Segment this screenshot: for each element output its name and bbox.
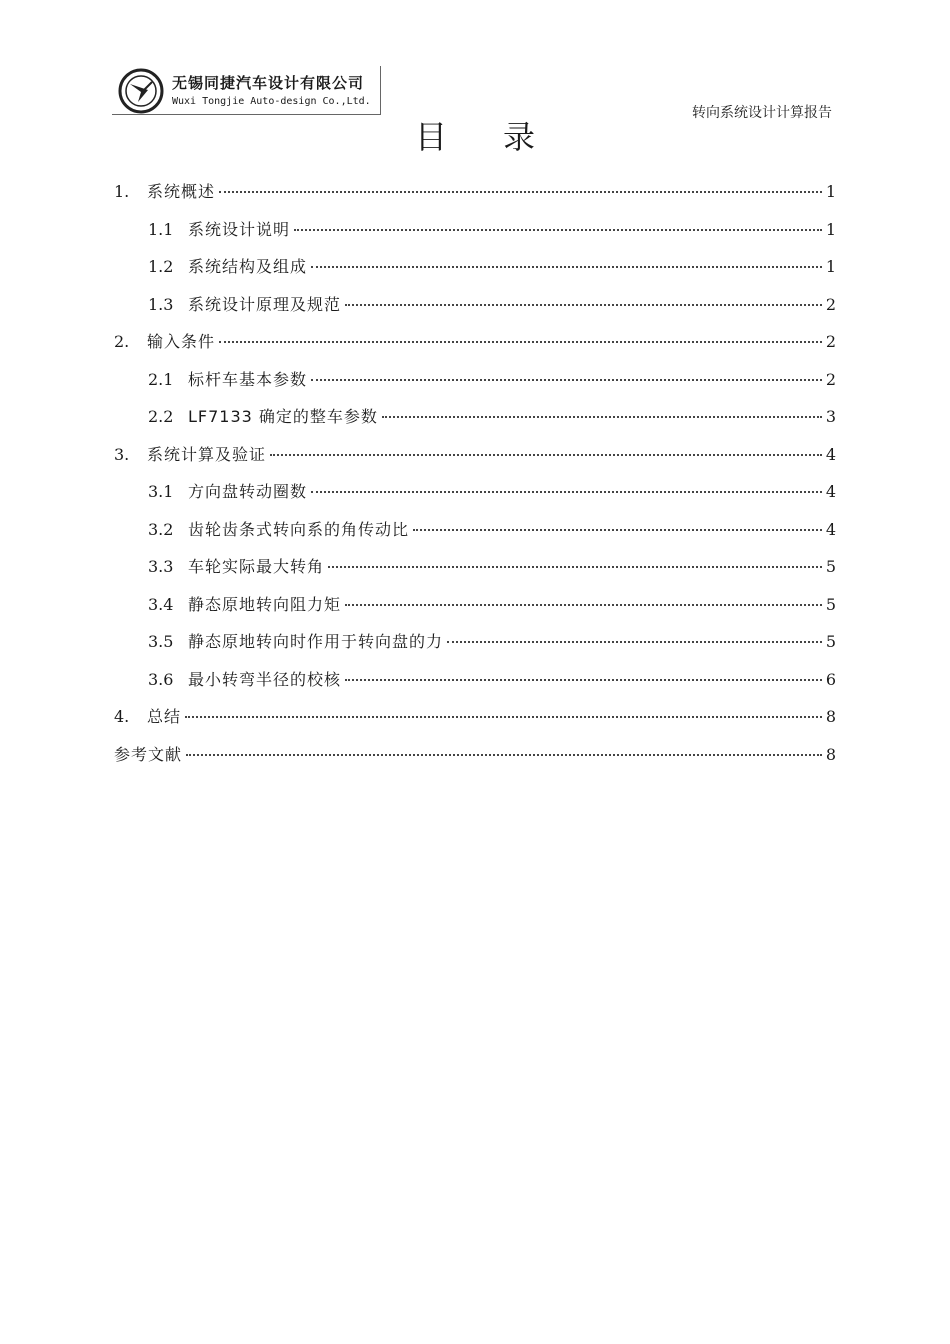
toc-entry[interactable] (114, 551, 836, 589)
toc-entry-page: 1 (825, 182, 836, 201)
toc-entry-page: 5 (825, 632, 836, 651)
toc-entry[interactable] (114, 664, 836, 702)
toc-dot-leader (219, 341, 822, 343)
toc-entry-title: 车轮实际最大转角 (188, 557, 325, 576)
toc-dot-leader (447, 641, 822, 643)
toc-entry-title: 参考文献 (114, 744, 183, 764)
toc-dot-leader (311, 379, 822, 381)
toc-entry-title: LF7133 确定的整车参数 (188, 407, 378, 426)
report-title: 转向系统设计计算报告 (692, 105, 832, 121)
toc-entry-title: 系统设计原理及规范 (188, 294, 342, 314)
toc-entry-title: 静态原地转向阻力矩 (188, 594, 342, 614)
toc-entry-page: 5 (825, 557, 836, 576)
toc-entry-number: 3.6 (148, 669, 174, 689)
toc-entry[interactable] (114, 476, 836, 514)
toc-entry-page: 3 (825, 407, 836, 426)
toc-entry-number: 1.3 (148, 294, 174, 314)
toc-dot-leader (185, 716, 822, 718)
toc-dot-leader (382, 416, 822, 418)
toc-entry-title: 齿轮齿条式转向系的角传动比 (188, 519, 410, 539)
toc-entry-page: 4 (825, 519, 836, 539)
toc-entry-title: 最小转弯半径的校核 (188, 669, 342, 689)
company-logo-header (112, 66, 381, 115)
toc-entry[interactable] (114, 214, 836, 252)
toc-entry-number: 1.2 (148, 257, 174, 276)
toc-dot-leader (345, 604, 822, 606)
toc-entry-page: 1 (825, 257, 836, 276)
toc-entry-title: 系统计算及验证 (147, 444, 267, 464)
toc-dot-leader (311, 491, 822, 493)
toc-entry-title: 系统结构及组成 (188, 257, 308, 276)
toc-entry[interactable] (114, 626, 836, 664)
table-of-contents (114, 176, 836, 776)
toc-entry-number: 3.5 (148, 632, 174, 651)
company-name-cn: 无锡同捷汽车设计有限公司 (172, 74, 365, 92)
toc-entry[interactable] (114, 589, 836, 627)
toc-entry-number: 3.1 (148, 482, 174, 501)
toc-entry-title: 方向盘转动圈数 (188, 482, 308, 501)
toc-entry[interactable] (114, 326, 836, 364)
toc-entry[interactable] (114, 251, 836, 289)
toc-dot-leader (186, 754, 822, 756)
toc-entry-page: 4 (825, 482, 836, 501)
toc-entry-page: 8 (825, 744, 836, 764)
toc-entry-number: 1.1 (148, 219, 174, 239)
toc-dot-leader (413, 529, 822, 531)
toc-dot-leader (345, 304, 822, 306)
toc-entry-page: 5 (825, 594, 836, 614)
toc-entry-page: 2 (825, 332, 836, 351)
toc-dot-leader (270, 454, 822, 456)
toc-entry-title: 系统设计说明 (188, 219, 291, 239)
toc-entry-number: 2.1 (148, 369, 174, 389)
toc-entry-number: 2.2 (148, 407, 174, 426)
toc-entry[interactable] (114, 401, 836, 439)
toc-entry-title: 输入条件 (147, 332, 216, 351)
company-emblem-icon (118, 68, 164, 114)
toc-entry-title: 标杆车基本参数 (188, 369, 308, 389)
toc-entry[interactable] (114, 289, 836, 327)
toc-entry-page: 8 (825, 707, 836, 726)
toc-entry-number: 3.2 (148, 519, 174, 539)
toc-entry[interactable] (114, 739, 836, 777)
toc-entry-page: 6 (825, 669, 836, 689)
toc-entry-number: 4. (114, 707, 130, 726)
toc-entry-page: 1 (825, 219, 836, 239)
toc-dot-leader (328, 566, 822, 568)
toc-dot-leader (311, 266, 822, 268)
toc-entry[interactable] (114, 701, 836, 739)
toc-entry[interactable] (114, 514, 836, 552)
toc-heading: 目录 (414, 118, 591, 156)
toc-entry-number: 3.4 (148, 594, 174, 614)
toc-entry-title: 静态原地转向时作用于转向盘的力 (188, 632, 444, 651)
toc-entry-title: 总结 (147, 707, 182, 726)
toc-entry[interactable] (114, 439, 836, 477)
toc-entry-number: 1. (114, 182, 130, 201)
toc-entry[interactable] (114, 176, 836, 214)
toc-entry-page: 4 (825, 444, 836, 464)
toc-dot-leader (345, 679, 822, 681)
toc-entry[interactable] (114, 364, 836, 402)
toc-dot-leader (294, 229, 822, 231)
toc-entry-number: 3. (114, 444, 130, 464)
toc-entry-number: 2. (114, 332, 130, 351)
toc-entry-page: 2 (825, 369, 836, 389)
company-name-en: Wuxi Tongjie Auto-design Co.,Ltd. (172, 96, 371, 107)
toc-dot-leader (219, 191, 822, 193)
toc-entry-title: 系统概述 (147, 182, 216, 201)
toc-entry-number: 3.3 (148, 557, 174, 576)
toc-entry-page: 2 (825, 294, 836, 314)
